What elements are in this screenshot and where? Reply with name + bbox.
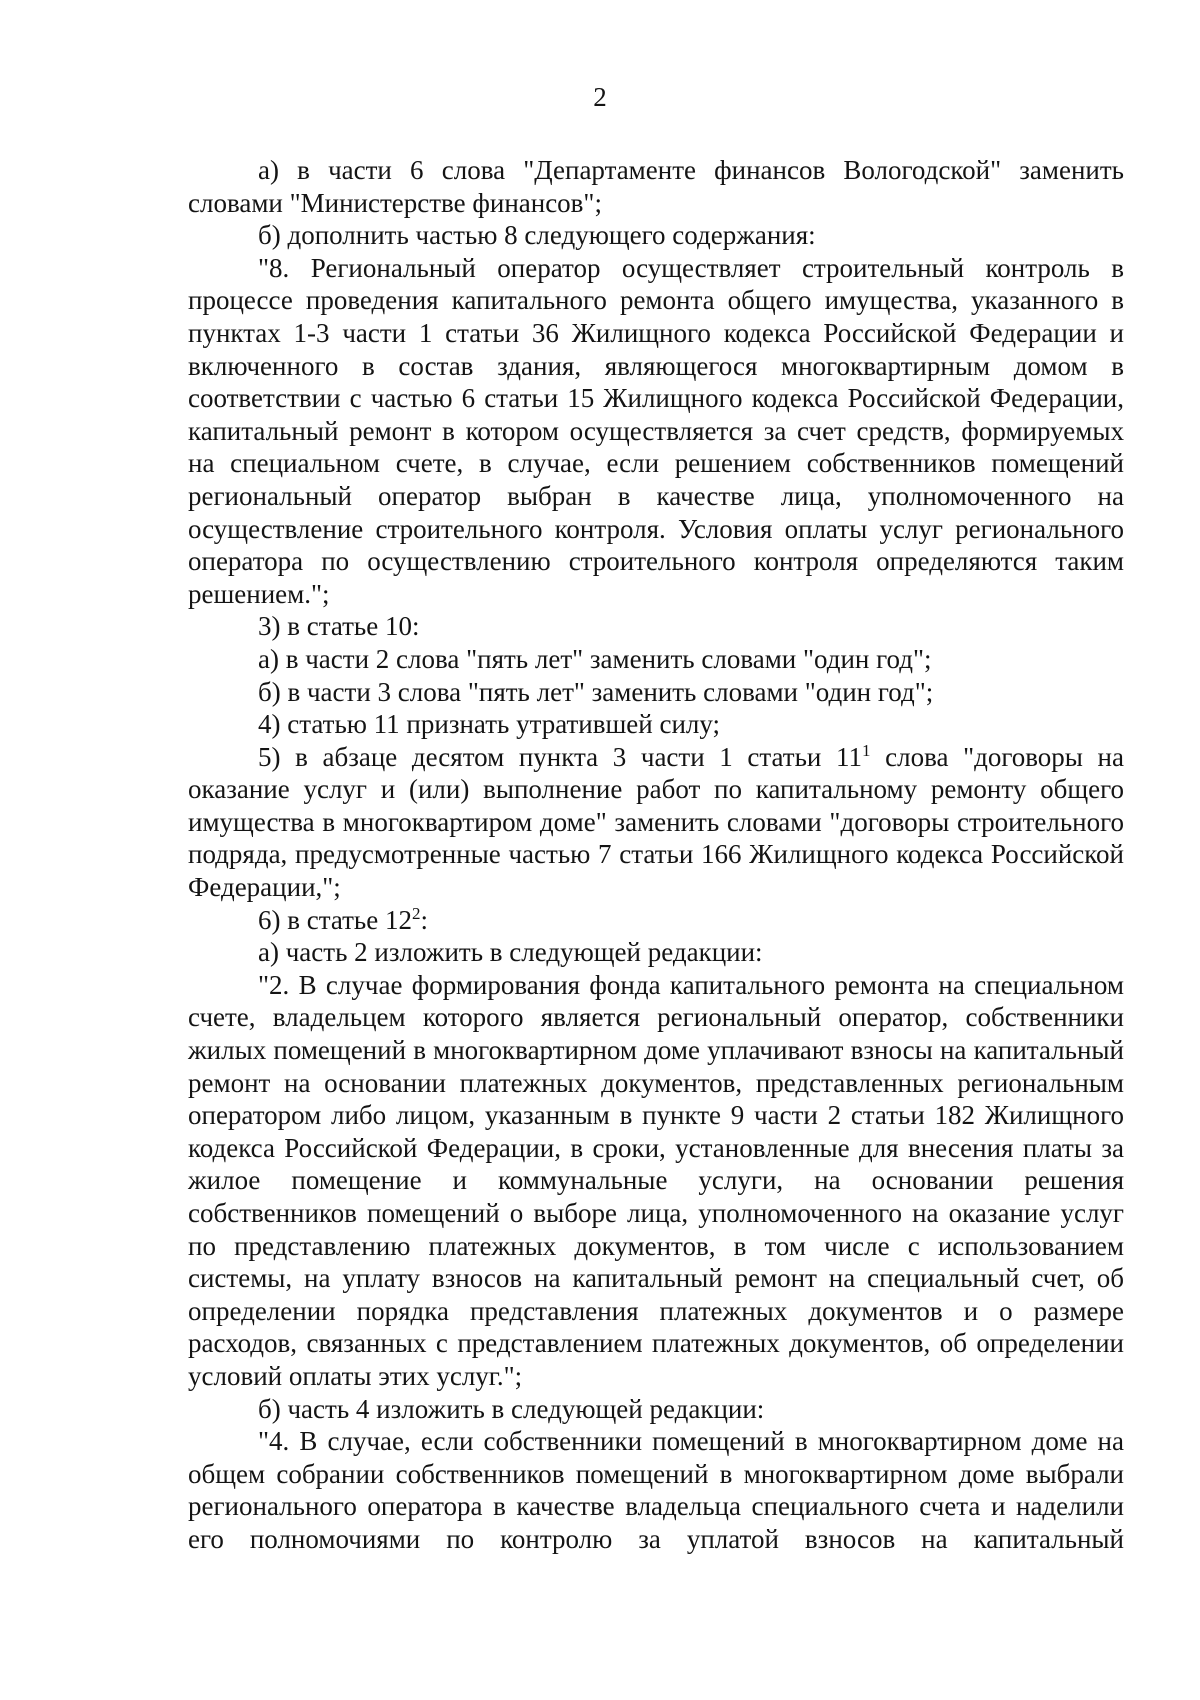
paragraph-1: а) в части 6 слова "Департаменте финансов Вологодской" заменить словами "Министерстве финансов"; [188,155,1124,218]
paragraph-2: б) дополнить частью 8 следующего содержания: [258,220,816,251]
paragraph-12: б) часть 4 изложить в следующей редакции: [258,1393,765,1424]
paragraph-8-superscript: 1 [861,740,871,760]
paragraph-11: "2. В случае формирования фонда капитального ремонта на специальном счете, владельцем которого является региональный оператор, собственники жилых помещений в многоквартирном доме уплачивают взносы на капитальный ремонт на основании платежных документов, представленных региональным оператором либо лицом, указанным в пункте 9 части 2 статьи 182 Жилищного кодекса Российской Федерации, в сроки, установленные для внесения платы за жилое помещение и коммунальные услуги, на основании решения собственников помещений о выборе лица, уполномоченного на оказание услуг по представлению платежных документов, в том числе с использованием системы, на уплату взносов на капитальный ремонт на специальный счет, об определении порядка представления платежных документов и о размере расходов, связанных с представлением платежных документов, об определении условий оплаты этих услуг."; [188,969,1124,1391]
paragraph-9 [188,904,1124,937]
paragraph-13: "4. В случае, если собственники помещений в многоквартирном доме на общем собрании собственников помещений в многоквартирном доме выбрали регионального оператора в качестве владельца специального счета и наделили его полномочиями по контролю за уплатой взносов на капитальный [188,1426,1124,1554]
page-number: 2 [593,82,607,112]
paragraph-8-rest: слова "договоры на оказание услуг и (или) выполнение работ по капитальному ремонту общего имущества в многоквартиром доме" заменить словами "договоры строительного подряда, предусмотренные частью 7 статьи 166 Жилищного кодекса Российской Федерации,"; [188,741,1124,903]
paragraph-6: б) в части 3 слова "пять лет" заменить словами "один год"; [258,676,934,707]
paragraph-8-start: 5) в абзаце десятом пункта 3 части 1 статьи 11 [258,741,862,772]
paragraph-9-rest: : [420,904,428,935]
paragraph-9-superscript: 2 [411,903,421,923]
paragraph-5: а) в части 2 слова "пять лет" заменить словами "один год"; [258,643,932,674]
paragraph-4: 3) в статье 10: [258,611,420,642]
paragraph-8 [188,741,1124,904]
document-body [188,154,1124,1556]
paragraph-3: "8. Региональный оператор осуществляет строительный контроль в процессе проведения капитального ремонта общего имущества, указанного в пунктах 1-3 части 1 статьи 36 Жилищного кодекса Российской Федерации и включенного в состав здания, являющегося многоквартирным домом в соответствии с частью 6 статьи 15 Жилищного кодекса Российской Федерации, капитальный ремонт в котором осуществляется за счет средств, формируемых на специальном счете, в случае, если решением собственников помещений региональный оператор выбран в качестве лица, уполномоченного на осуществление строительного контроля. Условия оплаты услуг регионального оператора по осуществлению строительного контроля определяются таким решением."; [188,252,1124,609]
paragraph-9-start: 6) в статье 12 [258,904,412,935]
paragraph-10: а) часть 2 изложить в следующей редакции: [258,937,763,968]
paragraph-7: 4) статью 11 признать утратившей силу; [258,709,721,740]
